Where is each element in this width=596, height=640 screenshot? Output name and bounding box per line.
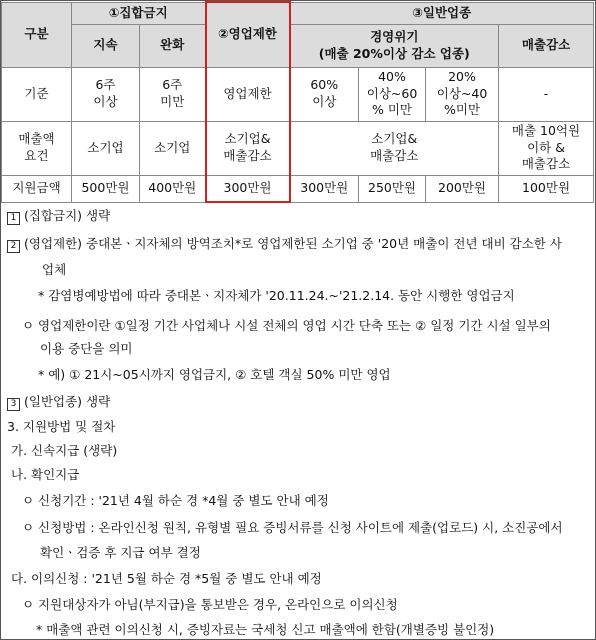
criteria-20-40: 20% 이상~40 %미만 (426, 67, 499, 121)
header-jisok: 지속 (72, 24, 140, 67)
sales-jisok: 소기업 (72, 121, 140, 175)
header-decline: 매출감소 (499, 24, 594, 67)
line-10: 가. 신속지급 (생략) (11, 443, 118, 458)
header-gubun: 구분 (2, 2, 72, 67)
line-13: ㅇ 신청방법 : 온라인신청 원칙, 유형별 필요 증빙서류를 신청 사이트에 제출(업로드) 시, 소진공에서 (22, 520, 563, 535)
sales-crisis: 소기업& 매출감소 (290, 121, 499, 175)
row-amount-label: 지원금액 (2, 175, 72, 202)
header-crisis-sub: (매출 20%이상 감소 업종) (318, 45, 470, 61)
amount-wanhwa: 400만원 (140, 175, 206, 202)
line-16: ㅇ 지원대상자가 아님(부지급)을 통보받은 경우, 온라인으로 이의신청 (22, 597, 398, 612)
header-group-2: ②영업제한 (206, 2, 290, 67)
amount-limit: 300만원 (206, 175, 290, 202)
line-11: 나. 확인지급 (11, 467, 80, 482)
line-3: 업체 (42, 262, 67, 277)
header-crisis-title: 경영위기 (370, 28, 419, 44)
header-crisis (290, 24, 499, 67)
line-14: 확인ㆍ검증 후 지급 여부 결정 (40, 545, 201, 560)
sales-decline: 매출 10억원 이하 & 매출감소 (499, 121, 594, 175)
line-8: 3 (일반업종) 생략 (7, 394, 110, 411)
amount-20-40: 200만원 (426, 175, 499, 202)
box-3-icon: 3 (7, 398, 20, 411)
criteria-60: 60% 이상 (290, 67, 359, 121)
amount-40-60: 250만원 (359, 175, 426, 202)
line-6: 이용 중단을 의미 (40, 341, 133, 356)
line-9: 3. 지원방법 및 절차 (7, 419, 116, 434)
sales-wanhwa: 소기업 (140, 121, 206, 175)
amount-60: 300만원 (290, 175, 359, 202)
header-wanhwa: 완화 (140, 24, 206, 67)
line-5: ㅇ 영업제한이란 ①일정 기간 사업체나 시설 전체의 영업 시간 단축 또는 ② 일정 기간 시설 일부의 (22, 318, 551, 333)
line-1: 1 (집합금지) 생략 (7, 208, 110, 225)
criteria-wanhwa: 6주 미만 (140, 67, 206, 121)
amount-jisok: 500만원 (72, 175, 140, 202)
header-group-3: ③일반업종 (290, 2, 594, 24)
support-table (1, 1, 594, 203)
box-2-icon: 2 (7, 240, 20, 253)
line-15: 다. 이의신청 : '21년 5월 하순 경 *5월 중 별도 안내 예정 (11, 571, 322, 586)
amount-decline: 100만원 (499, 175, 594, 202)
row-criteria-label: 기준 (2, 67, 72, 121)
line-12: ㅇ 신청기간 : '21년 4월 하순 경 *4월 중 별도 안내 예정 (22, 493, 329, 508)
box-1-icon: 1 (7, 212, 20, 225)
criteria-jisok: 6주 이상 (72, 67, 140, 121)
criteria-40-60: 40% 이상~60 % 미만 (359, 67, 426, 121)
line-7: * 예) ① 21시~05시까지 영업금지, ② 호텔 객실 50% 미만 영업 (38, 367, 391, 382)
sales-limit: 소기업& 매출감소 (206, 121, 290, 175)
line-17: * 매출액 관련 이의신청 시, 증빙자료는 국세청 신고 매출액에 한함(개별증빙 불인정) (36, 622, 495, 637)
line-4: * 감염병예방법에 따라 중대본ㆍ지자체가 '20.11.24.~'21.2.14. 동안 시행한 영업금지 (38, 288, 515, 303)
criteria-decline: - (499, 67, 594, 121)
criteria-limit: 영업제한 (206, 67, 290, 121)
line-2: 2 (영업제한) 중대본ㆍ지자체의 방역조치*로 영업제한된 소기업 중 '20년 매출이 전년 대비 감소한 사 (7, 236, 562, 253)
header-group-1: ①집합금지 (72, 2, 206, 24)
row-sales-label: 매출액 요건 (2, 121, 72, 175)
